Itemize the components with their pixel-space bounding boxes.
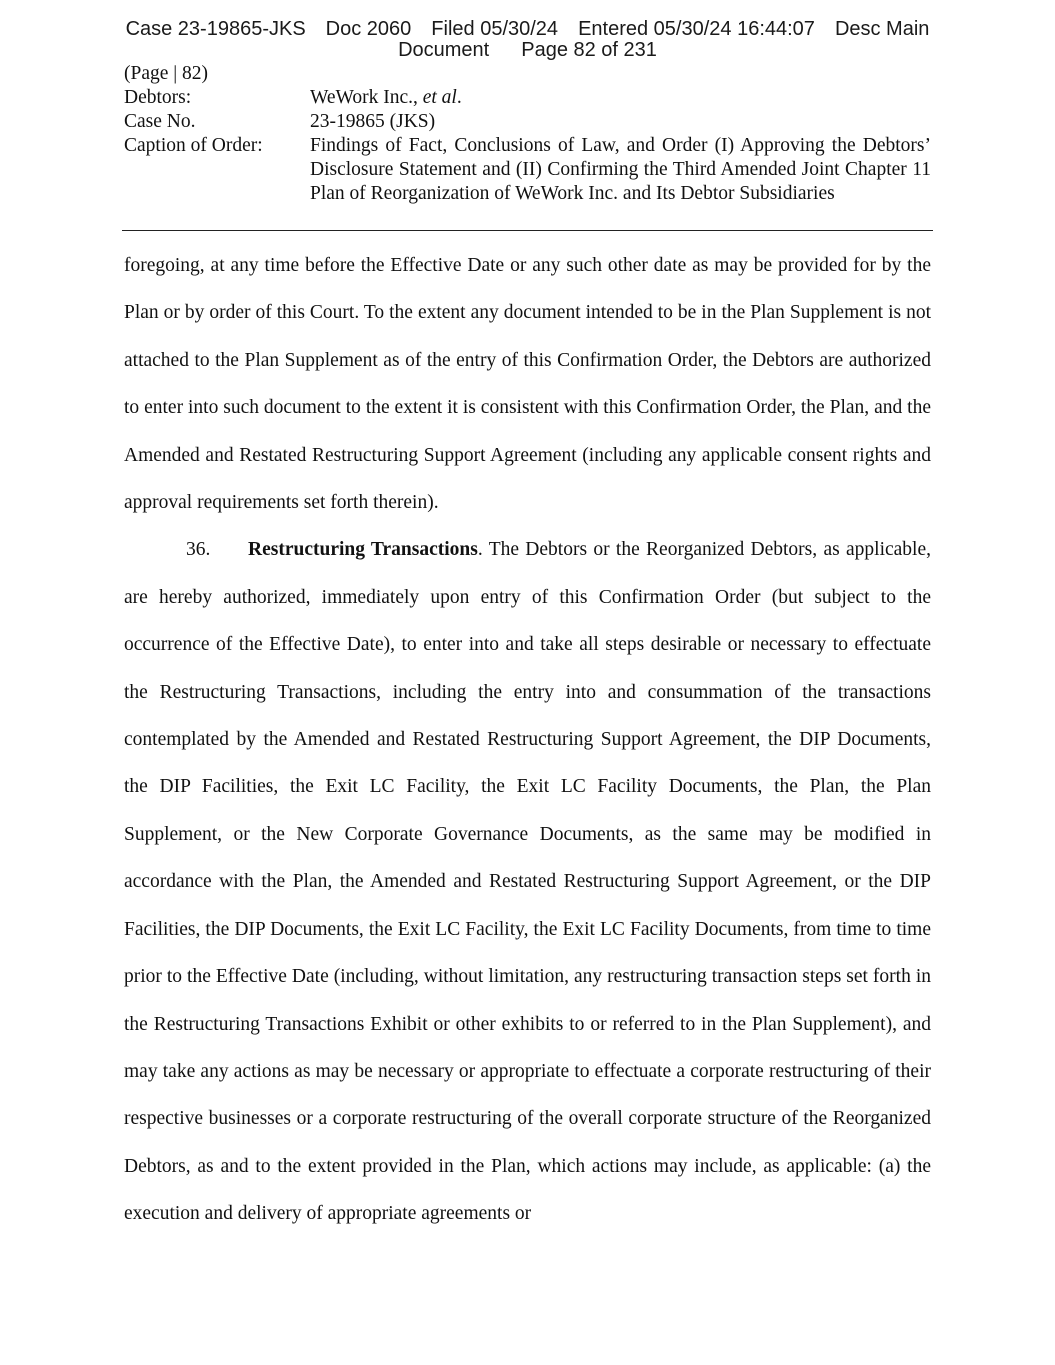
paragraph-36: 36. Restructuring Transactions. The Debtors or the Reorganized Debtors, as applicable, are hereby authorized, immediately upon entry of this Confirmation Order (but subject to the occurrence of the Effective Date), to enter into and take all steps desirable or necessary to effectuate the Restructuring Transactions, including the entry into and consummation of the transactions contemplated by the Amended and Restated Restructuring Support Agreement, the DIP Documents, the DIP Facilities, the Exit LC Facility, the Exit LC Facility Documents, the Plan, the Plan Supplement, or the New Corporate Governance Documents, as the same may be modified in accordance with the Plan, the Amended and Restated Restructuring Support Agreement, or the DIP Facilities, the DIP Documents, the Exit LC Facility, the Exit LC Facility Documents, from time to time prior to the Effective Date (including, without limitation, any restructuring transaction steps set forth in the Restructuring Transactions Exhibit or other exhibits to or referred to in the Plan Supplement), and may take any actions as may be necessary or appropriate to effectuate a corporate restructuring of their respective businesses or a corporate restructuring of the overall corporate structure of the Reorganized Debtors, as and to the extent provided in the Plan, which actions may include, as applicable: (a) the execution and delivery of appropriate agreements or bbox=[124, 526, 931, 1237]
case-no-label: Case No. bbox=[124, 111, 196, 132]
paragraph-heading: Restructuring Transactions bbox=[248, 539, 478, 561]
document-body bbox=[124, 242, 931, 1238]
page-count-stamp: Page 82 of 231 bbox=[521, 39, 657, 61]
paragraph-text: The Debtors or the Reorganized Debtors, as applicable, are hereby authorized, immediately upon entry of this Confirmation Order (but subject to the occurrence of the Effective Date), to enter into and take all steps desirable or necessary to effectuate the Restructuring Transactions, including the entry into and consummation of the transactions contemplated by the Amended and Restated Restructuring Support Agreement, the DIP Documents, the DIP Facilities, the Exit LC Facility, the Exit LC Facility Documents, the Plan, the Plan Supplement, or the New Corporate Governance Documents, as the same may be modified in accordance with the Plan, the Amended and Restated Restructuring Support Agreement, or the DIP Facilities, the DIP Documents, the Exit LC Facility, the Exit LC Facility Documents, from time to time prior to the Effective Date (including, without limitation, any restructuring transaction steps set forth in the Restructuring Transactions Exhibit or other exhibits to or referred to in the Plan Supplement), and may take any actions as may be necessary or appropriate to effectuate a corporate restructuring of their respective businesses or a corporate restructuring of the overall corporate structure of the Reorganized Debtors, as and to the extent provided in the Plan, which actions may include, as applicable: (a) the execution and delivery of appropriate agreements or bbox=[124, 539, 931, 1225]
case-no-value: 23-19865 (JKS) bbox=[310, 111, 436, 132]
order-caption bbox=[124, 62, 931, 206]
filing-stamp-line-2 bbox=[0, 40, 1055, 61]
case-number-stamp: Case 23-19865-JKS bbox=[125, 18, 306, 40]
debtors-label: Debtors: bbox=[124, 87, 192, 108]
debtors-value: WeWork Inc., et al. bbox=[310, 87, 462, 108]
entered-date-stamp: Entered 05/30/24 16:44:07 bbox=[578, 18, 815, 40]
filing-stamp-line-1 bbox=[0, 19, 1055, 40]
caption-debtors-row bbox=[124, 86, 931, 110]
caption-page-row bbox=[124, 62, 931, 86]
doc-number-stamp: Doc 2060 bbox=[325, 18, 412, 40]
caption-of-order-label: Caption of Order: bbox=[124, 135, 263, 156]
caption-of-order-value: Findings of Fact, Conclusions of Law, and Order (I) Approving the Debtors’ Disclosure Statement and (II) Confirming the Third Amended Joint Chapter 11 Plan of Reorganization of WeWork Inc. and Its Debtor Subsidiaries bbox=[310, 135, 931, 204]
caption-case-row bbox=[124, 110, 931, 134]
continuation-paragraph: foregoing, at any time before the Effective Date or any such other date as may be provided for by the Plan or by order of this Court. To the extent any document intended to be in the Plan Supplement is not attached to the Plan Supplement as of the entry of this Confirmation Order, the Debtors are authorized to enter into such document to the extent it is consistent with this Confirmation Order, the Plan, and the Amended and Restated Restructuring Support Agreement (including any applicable consent rights and approval requirements set forth therein). bbox=[124, 255, 931, 514]
paragraph-number: 36. bbox=[186, 539, 211, 561]
caption-divider bbox=[122, 230, 933, 231]
desc-stamp: Desc Main bbox=[834, 18, 930, 40]
filed-date-stamp: Filed 05/30/24 bbox=[431, 18, 559, 40]
document-label-stamp: Document bbox=[398, 39, 490, 61]
court-filing-stamp bbox=[0, 19, 1055, 61]
caption-page-label: (Page | 82) bbox=[124, 63, 209, 84]
caption-order-row bbox=[124, 134, 931, 206]
